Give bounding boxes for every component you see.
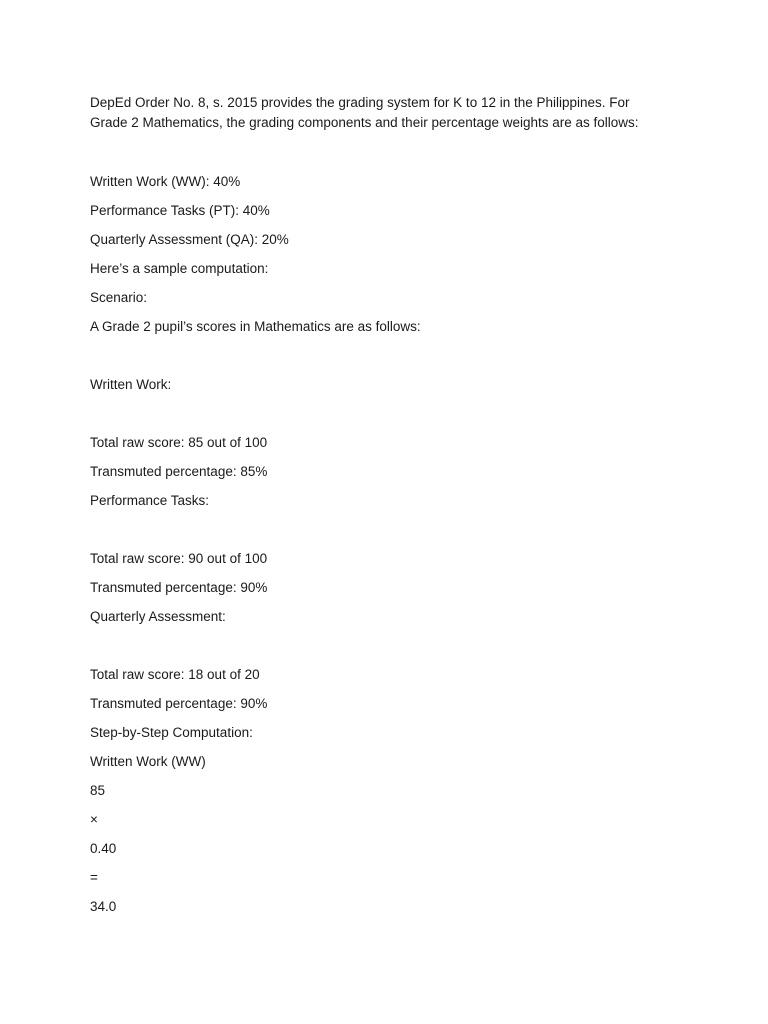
component-performance-tasks: Performance Tasks (PT): 40% xyxy=(90,203,270,218)
pt-transmuted: Transmuted percentage: 90% xyxy=(90,580,268,595)
qa-raw-score: Total raw score: 18 out of 20 xyxy=(90,667,260,682)
written-work-heading: Written Work: xyxy=(90,377,172,392)
qa-transmuted: Transmuted percentage: 90% xyxy=(90,696,268,711)
ww-transmuted: Transmuted percentage: 85% xyxy=(90,464,268,479)
ww-raw-score: Total raw score: 85 out of 100 xyxy=(90,435,268,450)
pt-raw-score: Total raw score: 90 out of 100 xyxy=(90,551,268,566)
equals-symbol: = xyxy=(90,870,98,885)
intro-paragraph: DepEd Order No. 8, s. 2015 provides the grading system for K to 12 in the Philippines. For Grade 2 Mathematics, the grading components and their percentage weights are as follows: xyxy=(90,95,639,130)
step-by-step-heading: Step-by-Step Computation: xyxy=(90,725,253,740)
performance-tasks-heading: Performance Tasks: xyxy=(90,493,210,508)
sample-computation-heading: Here’s a sample computation: xyxy=(90,261,269,276)
scenario-description: A Grade 2 pupil’s scores in Mathematics are as follows: xyxy=(90,319,421,334)
component-written-work: Written Work (WW): 40% xyxy=(90,174,241,189)
ww-computation-label: Written Work (WW) xyxy=(90,754,206,769)
component-quarterly-assessment: Quarterly Assessment (QA): 20% xyxy=(90,232,289,247)
ww-result-value: 34.0 xyxy=(90,899,117,914)
scenario-heading: Scenario: xyxy=(90,290,148,305)
document-body xyxy=(90,93,670,926)
ww-score-value: 85 xyxy=(90,783,106,798)
multiply-symbol: × xyxy=(90,812,98,827)
quarterly-assessment-heading: Quarterly Assessment: xyxy=(90,609,226,624)
ww-weight-value: 0.40 xyxy=(90,841,117,856)
